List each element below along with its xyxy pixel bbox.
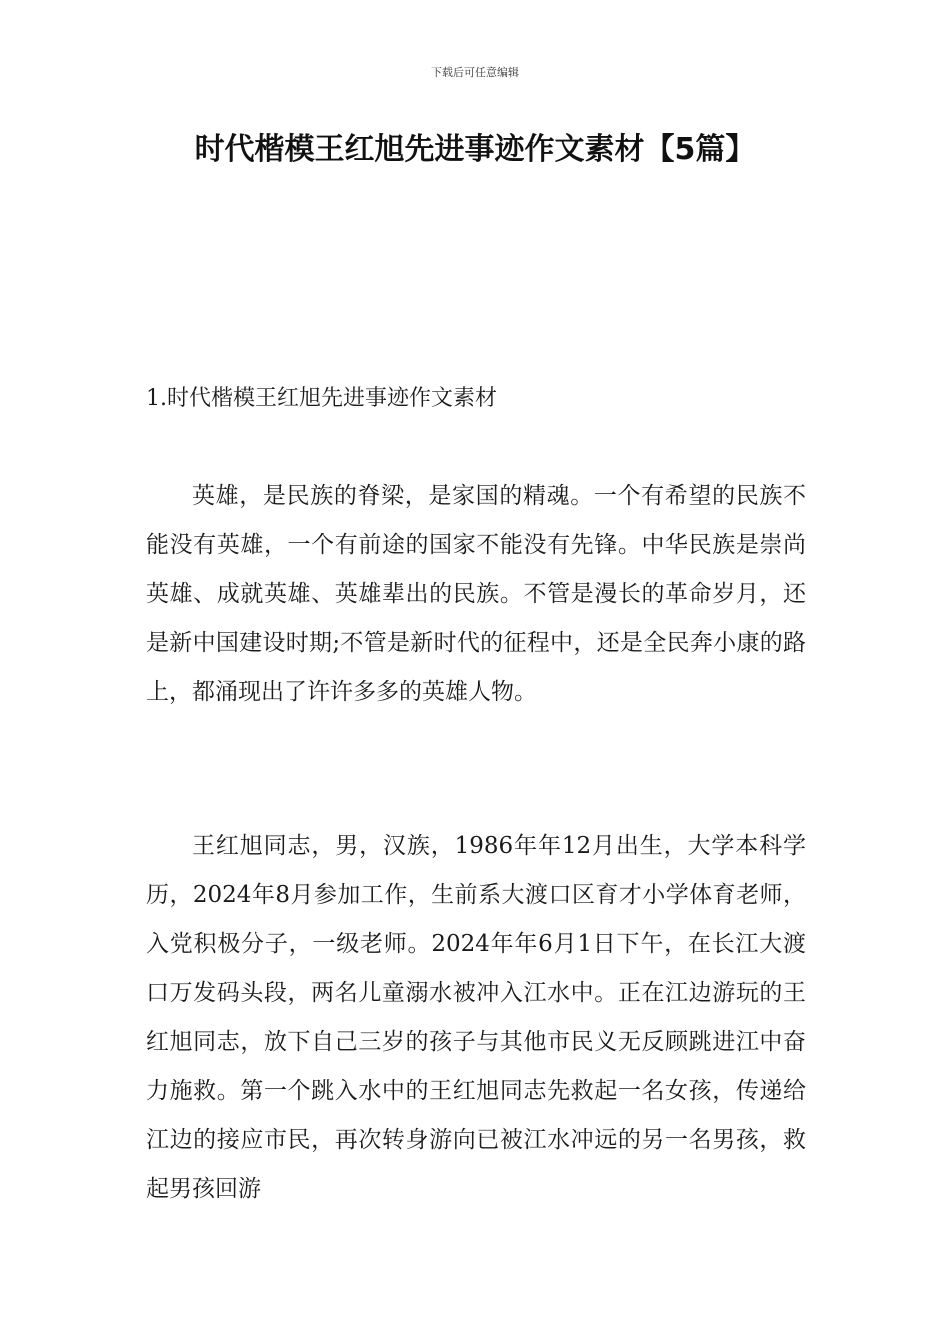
section-heading: 1.时代楷模王红旭先进事迹作文素材: [146, 386, 497, 411]
paragraph-intro: 英雄，是民族的脊梁，是家国的精魂。一个有希望的民族不能没有英雄，一个有前途的国家不能没有先锋。中华民族是崇尚英雄、成就英雄、英雄辈出的民族。不管是漫长的革命岁月，还是新中国建设时期;不管是新时代的征程中，还是全民奔小康的路上，都涌现出了许许多多的英雄人物。: [146, 483, 806, 705]
paragraph-biography: 王红旭同志，男，汉族，1986年年12月出生，大学本科学历，2024年8月参加工作，生前系大渡口区育才小学体育老师，入党积极分子，一级老师。2024年年6月1日下午，在长江大渡口万发码头段，两名儿童溺水被冲入江水中。正在江边游玩的王红旭同志，放下自己三岁的孩子与其他市民义无反顾跳进江中奋力施救。第一个跳入水中的王红旭同志先救起一名女孩，传递给江边的接应市民，再次转身游向已被江水冲远的另一名男孩，救起男孩回游: [146, 833, 806, 1202]
header-note: 下载后可任意编辑: [431, 66, 519, 79]
document-title: 时代楷模王红旭先进事迹作文素材【5篇】: [194, 132, 756, 167]
